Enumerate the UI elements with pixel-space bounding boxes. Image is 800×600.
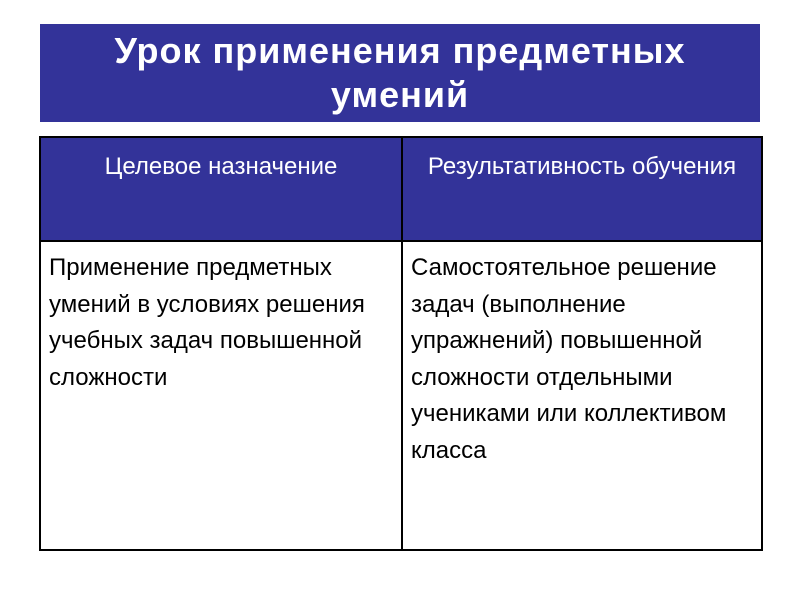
slide-title: Урок применения предметных умений: [114, 30, 686, 115]
header-cell-outcome: Результативность обучения: [402, 137, 762, 241]
title-bar: [40, 24, 760, 122]
table-header-row: [40, 137, 762, 241]
cell-purpose: Применение предметных умений в условиях решения учебных задач повышенной сложности: [40, 241, 402, 550]
cell-outcome: Самостоятельное решение задач (выполнение упражнений) повышенной сложности отдельными учениками или коллективом класса: [402, 241, 762, 550]
header-cell-purpose: Целевое назначение: [40, 137, 402, 241]
table-row: [40, 241, 762, 550]
comparison-table: [39, 136, 763, 551]
